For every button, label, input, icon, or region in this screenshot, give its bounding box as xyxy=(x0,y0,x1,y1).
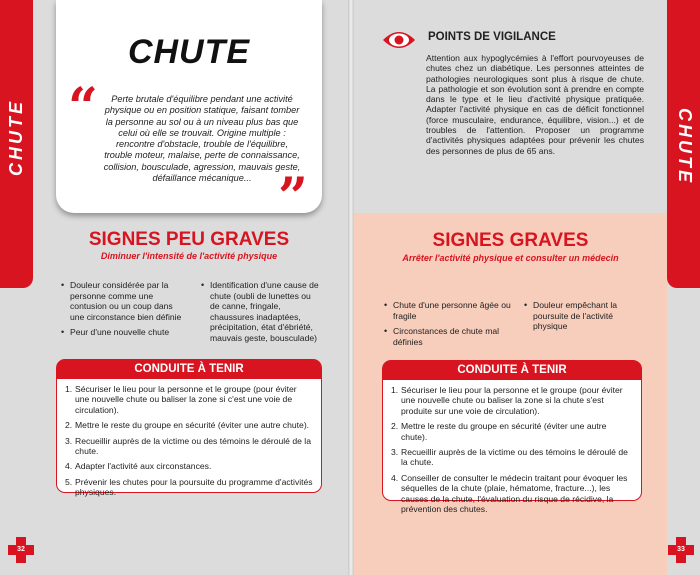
list-item: • Peur d'une nouvelle chute xyxy=(60,327,182,338)
eye-icon xyxy=(382,28,416,52)
list-item: 1. Sécuriser le lieu pour la personne et le groupe (pour éviter une nouvelle chute ou baliser la zone si la chute s'est produite sur une voie de circulation). xyxy=(391,385,623,416)
list-item: • Identification d'une cause de chute (oubli de lunettes ou de canne, fringale, chaussures inadaptées, précipitation, état d'ébriété, mauvais geste, bousculade) xyxy=(200,280,322,344)
conduct-box-left xyxy=(56,359,322,498)
severe-signs-subtitle: Arrêter l'activité physique et consulter un médecin xyxy=(402,253,619,263)
mild-signs-subtitle: Diminuer l'intensité de l'activité physique xyxy=(100,251,278,261)
list-item: 2. Mettre le reste du groupe en sécurité (éviter une autre chute). xyxy=(391,421,607,442)
page-number: 33 xyxy=(677,546,685,553)
mild-signs-title: SIGNES PEU GRAVES xyxy=(88,229,290,250)
page-gutter xyxy=(348,0,354,575)
vigilance-title: POINTS DE VIGILANCE xyxy=(428,31,556,43)
list-item: 3. Recueillir auprès de la victime ou des témoins le déroulé de la chute. xyxy=(391,447,628,468)
conduct-list xyxy=(57,379,321,498)
list-item: • Douleur empêchant la poursuite de l'activité physique xyxy=(523,300,643,332)
close-quote-icon: ” xyxy=(278,167,308,228)
severe-signs-list-2 xyxy=(523,300,643,337)
list-item: 4. Conseiller de consulter le médecin traitant pour évoquer les séquelles de la chute (plaie, hématome, fracture...), les causes de la chute, l'évaluation du risque de récidive, la prévention des chutes. xyxy=(391,472,628,515)
list-item: • Circonstances de chute mal définies xyxy=(383,326,511,347)
severe-signs-title: SIGNES GRAVES xyxy=(432,230,589,251)
conduct-box-right xyxy=(382,360,642,515)
side-tab-left xyxy=(0,0,33,288)
conduct-title: CONDUITE À TENIR xyxy=(383,361,641,380)
definition-text: Perte brutale d'équilibre pendant une activité physique ou en position statique, faisant tomber la personne au sol ou à un niveau plus bas que celui où elle se trouvait. Origine multiple : rencontre d'obstacle, trouble de l'équilibre, trouble moteur, malaise, perte de connaissance, collision, bousculade, agression, mauvais geste, défaillance mécanique... xyxy=(103,94,301,184)
list-item: • Chute d'une personne âgée ou fragile xyxy=(383,300,511,321)
conduct-title: CONDUITE À TENIR xyxy=(57,360,321,379)
list-item: • Douleur considérée par la personne comme une contusion ou un coup dans une circonstance bien définie xyxy=(60,280,182,322)
list-item: 5. Prévenir les chutes pour la poursuite du programme d'activités physiques. xyxy=(65,476,313,498)
conduct-list xyxy=(383,380,641,514)
vigilance-text: Attention aux hypoglycémies à l'effort pourvoyeuses de chutes chez un diabétique. Les personnes atteintes de pathologies neurologiques sont plus à risque de chute. La pathologie et son évolution sont à prendre en compte dans le type et le lieu d'activité physique pratiquée. Adapter l'activité physique en cas de déficit fonctionnel (force musculaire, endurance, équilibre, vision...) et de troubles de l'attention. Proposer un programme d'activités physiques adaptées pour prévenir les chutes des personnes de plus de 65 ans. xyxy=(426,53,644,156)
open-quote-icon: “ xyxy=(68,77,98,138)
side-tab-right xyxy=(667,0,700,288)
definition-card xyxy=(56,0,322,228)
page-number-badge-left xyxy=(8,537,34,563)
page-number: 32 xyxy=(17,546,25,553)
list-item: 2. Mettre le reste du groupe en sécurité (éviter une autre chute). xyxy=(65,420,310,431)
page-title: CHUTE xyxy=(127,33,251,71)
list-item: 4. Adapter l'activité aux circonstances. xyxy=(65,461,212,472)
page-number-badge-right xyxy=(668,537,694,563)
severe-signs-list-1 xyxy=(383,300,511,352)
side-tab-label: CHUTE xyxy=(6,99,26,176)
mild-signs-list-1 xyxy=(60,280,182,343)
mild-signs-list-2 xyxy=(200,280,322,349)
list-item: 1. Sécuriser le lieu pour la personne et le groupe (pour éviter une nouvelle chute ou baliser la zone si c'est une voie de circulation). xyxy=(65,384,297,415)
list-item: 3. Recueillir auprès de la victime ou des témoins le déroulé de la chute. xyxy=(65,435,311,457)
side-tab-label: CHUTE xyxy=(675,108,695,185)
